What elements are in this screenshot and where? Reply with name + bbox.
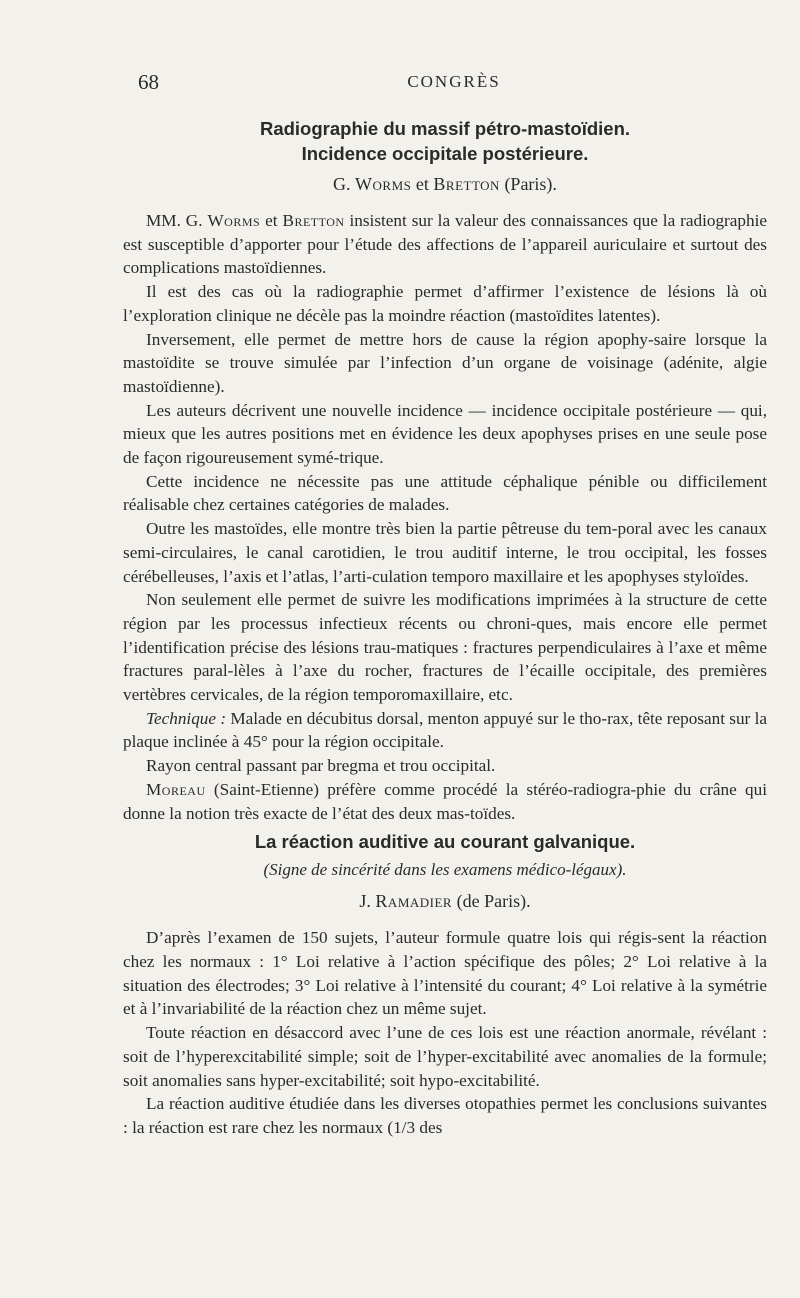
author-conjunction: et [415, 174, 429, 194]
technique-label: Technique : [146, 708, 227, 728]
article-authors [123, 171, 767, 197]
paragraph [123, 209, 767, 280]
author-name-inline: Worms [207, 211, 261, 230]
page-header [138, 70, 770, 100]
author-name: Bretton [433, 174, 500, 194]
paragraph: Non seulement elle permet de suivre les modifications imprimées à la structure de cette région par les processus infectieux récents ou chroni-ques, mais encore elle permet l’identification précise des lésions trau-matiques : fractures perpendiculaires à l’axe et même fractures paral-lèles à l’axe du rocher, fractures de l’écaille occipitale, des premières vertèbres cervicales, de la région temporomaxillaire, etc. [123, 590, 767, 705]
paragraph: Il est des cas où la radiographie permet d’affirmer l’existence de lésions là où l’exploration clinique ne décèle pas la moindre réaction (mastoïdites latentes). [123, 282, 767, 325]
paragraph: La réaction auditive étudiée dans les diverses otopathies permet les conclusions suivantes : la réaction est rare chez les normaux (1/3 des [123, 1094, 767, 1137]
paragraph-conjunction: et [265, 211, 278, 230]
paragraph: Rayon central passant par bregma et trou occipital. [146, 756, 496, 776]
page-content [123, 116, 767, 1140]
paragraph-text: (Saint-Etienne) préfère comme procédé la stéréo-radiogra-phie du crâne qui donne la notion très exacte de l’état des deux mas-toïdes. [123, 779, 767, 823]
paragraph-text: insistent sur la valeur des connaissances que la radiographie est susceptible d’apporter pour l’étude des affections de l’appareil auriculaire et surtout des complications mastoïdiennes. [123, 211, 767, 278]
page-number: 68 [138, 70, 159, 94]
author-location: (Paris). [504, 174, 557, 194]
author-name: Ramadier [375, 891, 453, 912]
article-authors [123, 888, 767, 914]
author-name-inline: Bretton [282, 211, 345, 230]
paragraph-technique [123, 707, 767, 754]
paragraph [123, 778, 767, 825]
paragraph: Outre les mastoïdes, elle montre très bien la partie pêtreuse du tem-poral avec les canaux semi-circulaires, le canal carotidien, le trou auditif interne, le trou occipital, les fosses cérébelleuses, l’axis et l’atlas, l’arti-culation temporo maxillaire et les apophyses styloïdes. [123, 519, 767, 586]
article-title [123, 116, 767, 166]
article-title-line-2: Incidence occipitale postérieure. [301, 143, 589, 164]
article-title-line-1: Radiographie du massif pétro-mastoïdien. [259, 118, 631, 139]
paragraph: D’après l’examen de 150 sujets, l’auteur formule quatre lois qui régis-sent la réaction chez les normaux : 1° Loi relative à l’action spécifique des pôles; 2° Loi relative à la situation des électrodes; 3° Loi relative à l’intensité du courant; 4° Loi relative à la symétrie et à l’invariabilité de la réaction chez un même sujet. [123, 928, 767, 1019]
author-location: (de Paris). [456, 891, 531, 912]
running-head: CONGRÈS [407, 72, 501, 91]
paragraph: Cette incidence ne nécessite pas une attitude céphalique pénible ou difficilement réalisable chez certaines catégories de malades. [123, 471, 767, 515]
paragraph: Inversement, elle permet de mettre hors de cause la région apophy-saire lorsque la mastoïdite se trouve simulée par l’infection d’un organe de voisinage (adénite, algie mastoïdienne). [123, 329, 767, 396]
article-title: La réaction auditive au courant galvanique. [254, 831, 636, 853]
author-initial: G. [333, 174, 351, 194]
paragraph-lead: MM. G. [146, 211, 203, 230]
article-subtitle: (Signe de sincérité dans les examens médico-légaux). [263, 860, 627, 880]
paragraph: Les auteurs décrivent une nouvelle incidence — incidence occipitale postérieure — qui, mieux que les autres positions met en évidence les deux apophyses prises en une seule pose de façon rigoureusement symé-trique. [123, 400, 767, 468]
paragraph-text: Malade en décubitus dorsal, menton appuyé sur le tho-rax, tête reposant sur la plaque inclinée à 45° pour la région occipitale. [123, 708, 767, 752]
author-name-inline: Moreau [146, 779, 206, 799]
paragraph: Toute réaction en désaccord avec l’une de ces lois est une réaction anormale, révélant : soit de l’hyperexcitabilité simple; soit de l’hyper-excitabilité avec anomalies de la formule; soit anomalies sans hyper-excitabilité; soit hypo-excitabilité. [123, 1023, 767, 1090]
author-name: Worms [355, 174, 412, 194]
author-initial: J. [359, 891, 371, 912]
